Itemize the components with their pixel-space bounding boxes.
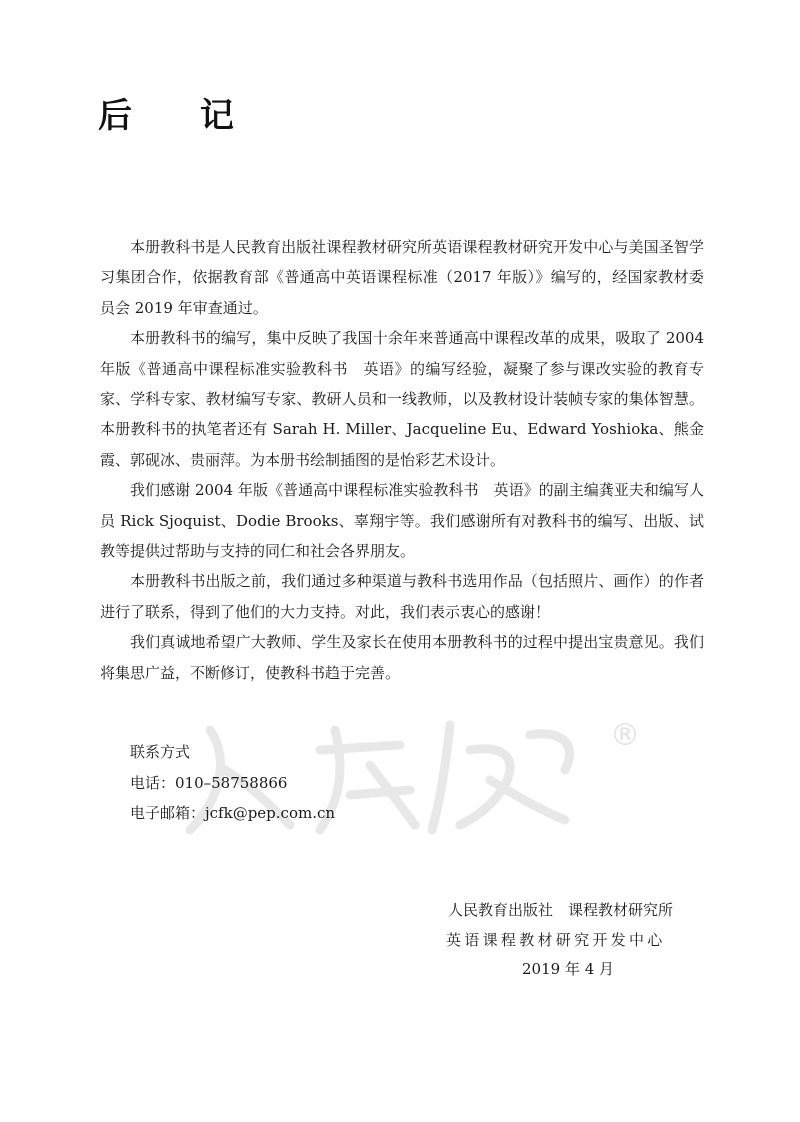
signature-center: 英语课程教材研究开发中心 xyxy=(446,930,666,949)
paragraph: 我们感谢 2004 年版《普通高中课程标准实验教科书 英语》的副主编龚亚夫和编写人员 Rick Sjoquist、Dodie Brooks、辜翔宇等。我们感谢所有对教科书的编写、出版、试教等提供过帮助与支持的同仁和社会各界朋友。 xyxy=(100,481,704,561)
signature-publisher: 人民教育出版社 课程教材研究所 xyxy=(448,901,674,919)
contact-email: 电子邮箱：jcfk@pep.com.cn xyxy=(130,804,336,823)
contact-info xyxy=(130,737,335,829)
publisher-signature xyxy=(440,896,688,985)
paragraph: 本册教科书是人民教育出版社课程教材研究所英语课程教材研究开发中心与美国圣智学习集团合作，依据教育部《普通高中英语课程标准（2017 年版）》编写的，经国家教材委员会 2019 年审查通过。 xyxy=(100,238,704,317)
registered-mark: ® xyxy=(610,718,640,753)
paragraph: 本册教科书出版之前，我们通过多种渠道与教科书选用作品（包括照片、画作）的作者进行了联系，得到了他们的大力支持。对此，我们表示衷心的感谢！ xyxy=(100,572,704,621)
paragraph: 我们真诚地希望广大教师、学生及家长在使用本册教科书的过程中提出宝贵意见。我们将集思广益，不断修订，使教科书趋于完善。 xyxy=(100,633,704,682)
signature-date: 2019 年 4 月 xyxy=(522,960,615,978)
contact-phone: 电话：010–58758866 xyxy=(130,773,288,792)
page-title: 后 记 xyxy=(98,96,262,136)
contact-heading: 联系方式 xyxy=(130,743,191,761)
afterword-body xyxy=(100,232,704,688)
paragraph: 本册教科书的编写，集中反映了我国十余年来普通高中课程改革的成果，吸取了 2004年版《普通高中课程标准实验教科书 英语》的编写经验，凝聚了参与课改实验的教育专家、学科专家、教材编写专家、教研人员和一线教师，以及教材设计装帧专家的集体智慧。本册教科书的执笔者还有 Sarah H. Miller、Jacqueline Eu、Edward Yoshioka、熊金霞、郭砚冰、贵丽萍。为本册书绘制插图的是怡彩艺术设计。 xyxy=(100,329,704,469)
